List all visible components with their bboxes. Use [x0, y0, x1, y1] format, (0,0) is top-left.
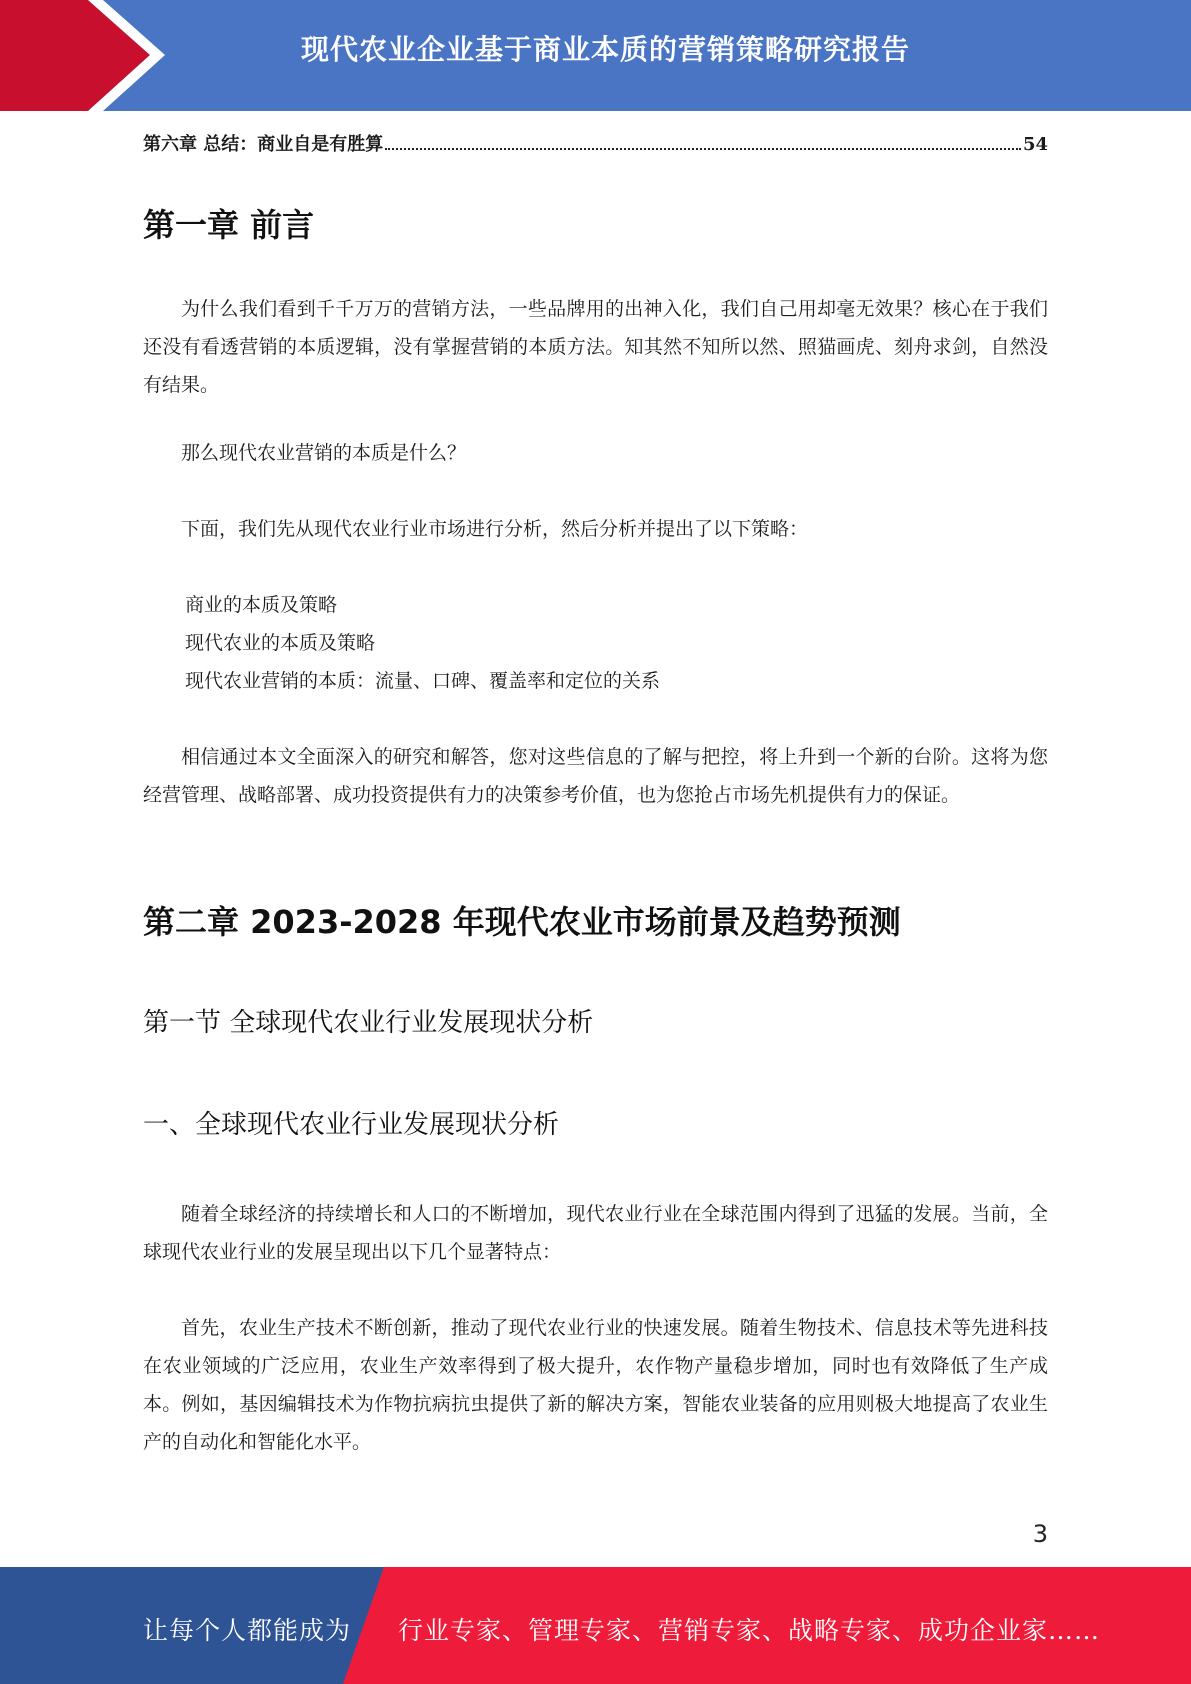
footer-slogan-right: 行业专家、管理专家、营销专家、战略专家、成功企业家…… — [398, 1616, 1101, 1645]
chapter-2-heading: 第二章 2023-2028 年现代农业市场前景及趋势预测 — [143, 903, 901, 941]
strategy-list-item: 现代农业营销的本质：流量、口碑、覆盖率和定位的关系 — [185, 670, 661, 692]
subsection-1-heading: 一、全球现代农业行业发展现状分析 — [143, 1110, 560, 1140]
page-footer — [0, 1567, 1191, 1684]
footer-slogan-left: 让每个人都能成为 — [143, 1616, 352, 1645]
chapter-2-paragraph-1: 随着全球经济的持续增长和人口的不断增加，现代农业行业在全球范围内得到了迅猛的发展。当前，全球现代农业行业的发展呈现出以下几个显著特点： — [143, 1203, 1048, 1263]
page-number: 3 — [1032, 1520, 1048, 1548]
chapter-1-heading: 第一章 前言 — [143, 206, 315, 244]
toc-entry-page: 54 — [1022, 134, 1048, 155]
report-title: 现代农业企业基于商业本质的营销策略研究报告 — [300, 33, 910, 66]
toc-leader-dots — [385, 148, 1021, 150]
toc-entry[interactable] — [143, 130, 1048, 156]
chapter-2-paragraph-2: 首先，农业生产技术不断创新，推动了现代农业行业的快速发展。随着生物技术、信息技术等先进科技在农业领域的广泛应用，农业生产效率得到了极大提升，农作物产量稳步增加，同时也有效降低了生产成本。例如，基因编辑技术为作物抗病抗虫提供了新的解决方案，智能农业装备的应用则极大地提高了农业生产的自动化和智能化水平。 — [143, 1317, 1048, 1453]
chapter-1-paragraph-3: 下面，我们先从现代农业行业市场进行分析，然后分析并提出了以下策略： — [181, 518, 809, 540]
strategy-list-item: 商业的本质及策略 — [185, 594, 338, 616]
chapter-1-paragraph-2: 那么现代农业营销的本质是什么？ — [181, 442, 467, 464]
chapter-1-paragraph-4: 相信通过本文全面深入的研究和解答，您对这些信息的了解与把控，将上升到一个新的台阶。这将为您经营管理、战略部署、成功投资提供有力的决策参考价值，也为您抢占市场先机提供有力的保证。 — [143, 746, 1048, 806]
toc-entry-label: 第六章 总结：商业自是有胜算 — [143, 134, 384, 155]
page-header — [0, 0, 1191, 111]
strategy-list-item: 现代农业的本质及策略 — [185, 632, 376, 654]
section-1-heading: 第一节 全球现代农业行业发展现状分析 — [143, 1008, 594, 1038]
chapter-1-paragraph-1: 为什么我们看到千千万万的营销方法，一些品牌用的出神入化，我们自己用却毫无效果？核心在于我们还没有看透营销的本质逻辑，没有掌握营销的本质方法。知其然不知所以然、照猫画虎、刻舟求剑，自然没有结果。 — [143, 298, 1048, 396]
